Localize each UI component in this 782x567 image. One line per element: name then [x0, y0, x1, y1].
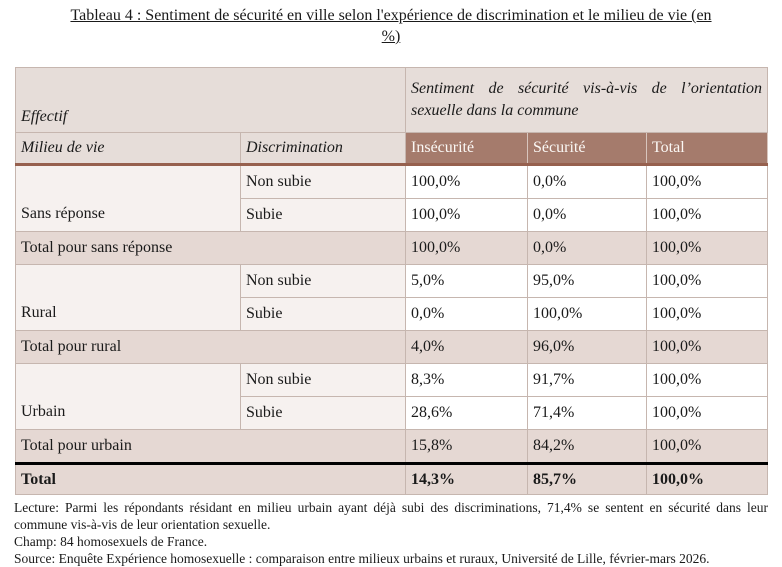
- cell-discrimination: Non subie: [241, 364, 406, 397]
- subtotal-label: Total pour sans réponse: [16, 232, 406, 265]
- cell-total: 100,0%: [647, 232, 768, 265]
- grand-total-row: [16, 464, 768, 495]
- subtotal-label: Total pour urbain: [16, 430, 406, 464]
- subtotal-row-urbain: [16, 430, 768, 464]
- page-title-line2: %): [381, 28, 401, 45]
- cell-securite: 100,0%: [528, 298, 647, 331]
- page-title-line1: Tableau 4 : Sentiment de sécurité en ville selon l'expérience de discrimination et le milieu de vie (en: [70, 7, 712, 24]
- cell-total: 100,0%: [647, 165, 768, 199]
- table-row: [16, 265, 768, 298]
- cell-insecurite: 5,0%: [406, 265, 528, 298]
- header-milieu-de-vie: Milieu de vie: [16, 133, 241, 165]
- header-insecurite: Insécurité: [406, 133, 528, 165]
- table-notes: [14, 499, 768, 567]
- cell-insecurite: 0,0%: [406, 298, 528, 331]
- note-source: Source: Enquête Expérience homosexuelle : comparaison entre milieux urbains et ruraux, Université de Lille, février-mars 2026.: [14, 551, 710, 566]
- cell-insecurite: 8,3%: [406, 364, 528, 397]
- group-label-sans-reponse: Sans réponse: [16, 165, 241, 232]
- cell-insecurite: 100,0%: [406, 199, 528, 232]
- cell-securite: 0,0%: [528, 165, 647, 199]
- cell-securite: 85,7%: [528, 464, 647, 495]
- cell-discrimination: Non subie: [241, 265, 406, 298]
- table-row: [16, 165, 768, 199]
- cell-insecurite: 14,3%: [406, 464, 528, 495]
- cell-securite: 71,4%: [528, 397, 647, 430]
- subtotal-row-sans-reponse: [16, 232, 768, 265]
- cell-total: 100,0%: [647, 464, 768, 495]
- cell-insecurite: 100,0%: [406, 232, 528, 265]
- header-effectif: Effectif: [16, 68, 406, 133]
- note-champ: Champ: 84 homosexuels de France.: [14, 534, 208, 549]
- grand-total-label: Total: [16, 464, 406, 495]
- group-label-urbain: Urbain: [16, 364, 241, 430]
- cell-total: 100,0%: [647, 265, 768, 298]
- header-sentiment: Sentiment de sécurité vis-à-vis de l’orientation sexuelle dans la commune: [406, 68, 768, 133]
- note-lecture: Lecture: Parmi les répondants résidant en milieu urbain ayant déjà subi des discriminations, 71,4% se sentent en sécurité dans leur commune vis-à-vis de leur orientation sexuelle.: [14, 500, 768, 532]
- cell-total: 100,0%: [647, 364, 768, 397]
- cell-discrimination: Subie: [241, 298, 406, 331]
- sentiment-securite-table: [15, 67, 768, 495]
- subtotal-label: Total pour rural: [16, 331, 406, 364]
- group-label-rural: Rural: [16, 265, 241, 331]
- table-row: [16, 364, 768, 397]
- cell-discrimination: Subie: [241, 199, 406, 232]
- cell-total: 100,0%: [647, 397, 768, 430]
- cell-securite: 84,2%: [528, 430, 647, 464]
- cell-insecurite: 15,8%: [406, 430, 528, 464]
- cell-insecurite: 4,0%: [406, 331, 528, 364]
- cell-total: 100,0%: [647, 430, 768, 464]
- cell-securite: 96,0%: [528, 331, 647, 364]
- cell-discrimination: Subie: [241, 397, 406, 430]
- cell-discrimination: Non subie: [241, 165, 406, 199]
- header-discrimination: Discrimination: [241, 133, 406, 165]
- header-row-merged: [16, 68, 768, 133]
- cell-securite: 0,0%: [528, 199, 647, 232]
- cell-insecurite: 100,0%: [406, 165, 528, 199]
- header-securite: Sécurité: [528, 133, 647, 165]
- page-title: [0, 0, 782, 47]
- subtotal-row-rural: [16, 331, 768, 364]
- cell-securite: 0,0%: [528, 232, 647, 265]
- cell-total: 100,0%: [647, 331, 768, 364]
- cell-securite: 95,0%: [528, 265, 647, 298]
- cell-total: 100,0%: [647, 298, 768, 331]
- cell-securite: 91,7%: [528, 364, 647, 397]
- cell-insecurite: 28,6%: [406, 397, 528, 430]
- header-total: Total: [647, 133, 768, 165]
- cell-total: 100,0%: [647, 199, 768, 232]
- header-row-columns: [16, 133, 768, 165]
